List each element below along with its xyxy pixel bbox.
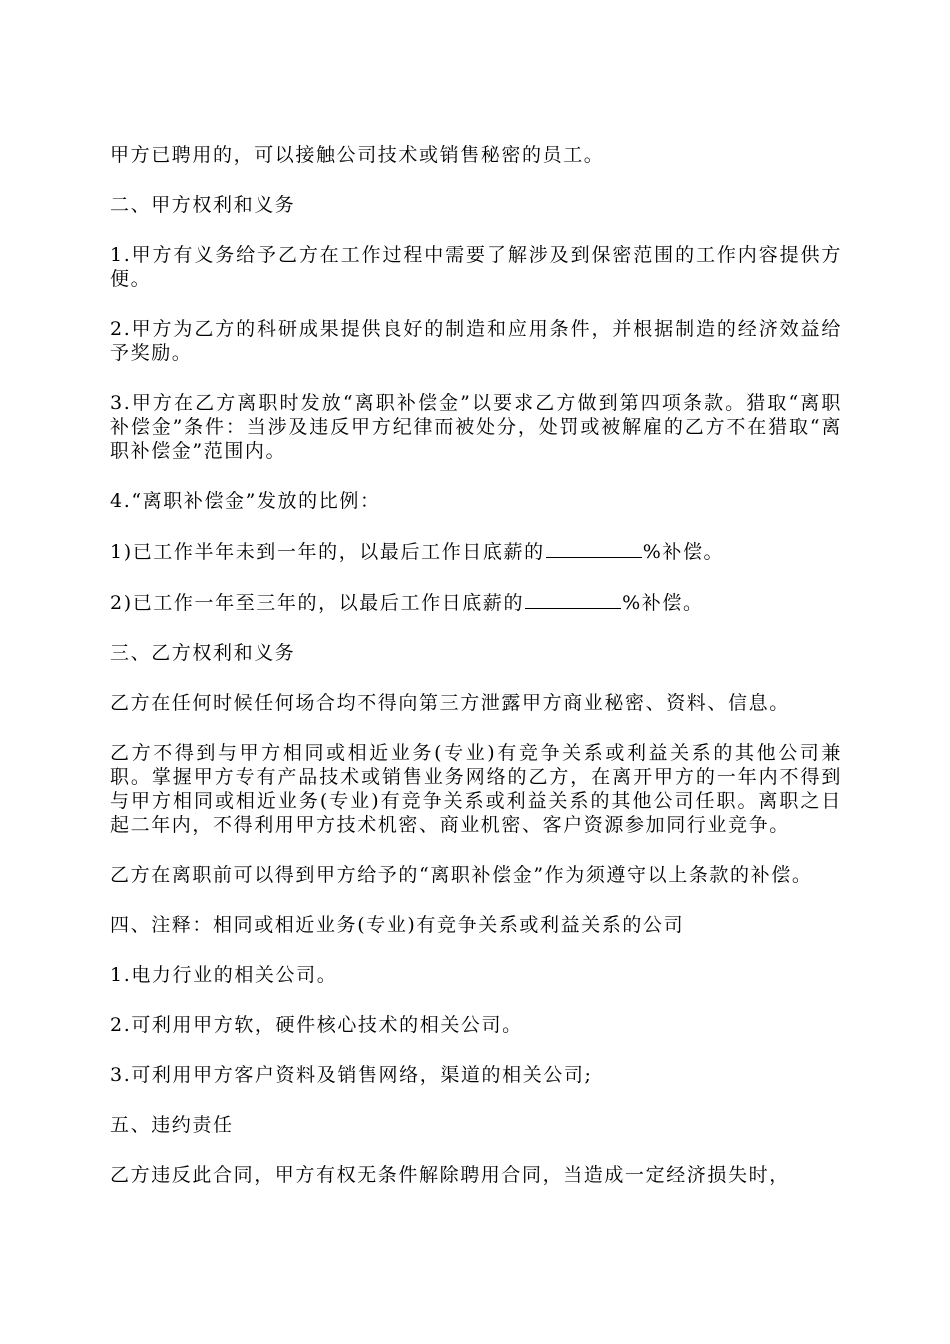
paragraph-compensation-ratio: 4.“离职补偿金”发放的比例：: [110, 490, 381, 512]
note-item-1: 1.电力行业的相关公司。: [110, 964, 338, 986]
paragraph-non-compete: 乙方不得到与甲方相同或相近业务(专业)有竞争关系或利益关系的其他公司兼职。掌握甲方专有产品技术或销售业务网络的乙方，在离开甲方的一年内不得到与甲方相同或相近业务(专业)有竞争关系或利益关系的其他公司任职。离职之日起二年内，不得利用甲方技术机密、商业机密、客户资源参加同行业竞争。: [110, 742, 842, 836]
section-heading-liability: 五、违约责任: [110, 1114, 234, 1136]
document-page: [110, 143, 842, 1213]
paragraph-ratio-one-to-three-years: [110, 590, 842, 615]
fill-blank-line: [546, 539, 642, 558]
ratio-one-to-three-text: 2)已工作一年至三年的，以最后工作日底薪的: [110, 592, 525, 614]
paragraph-confidentiality: 乙方在任何时候任何场合均不得向第三方泄露甲方商业秘密、资料、信息。: [110, 692, 790, 714]
section-heading-notes: 四、注释：相同或相近业务(专业)有竞争关系或利益关系的公司: [110, 914, 685, 936]
note-item-3: 3.可利用甲方客户资料及销售网络，渠道的相关公司;: [110, 1064, 593, 1086]
ratio-half-year-text: 1)已工作半年未到一年的，以最后工作日底薪的: [110, 541, 545, 563]
fill-blank-line: [525, 590, 621, 609]
section-heading-party-b-rights: 三、乙方权利和义务: [110, 642, 296, 664]
paragraph-party-a-duty-3: 3.甲方在乙方离职时发放“离职补偿金”以要求乙方做到第四项条款。猎取“离职补偿金”条件：当涉及违反甲方纪律而被处分，处罚或被解雇的乙方不在猎取“离职补偿金”范围内。: [110, 392, 842, 462]
paragraph-party-a-duty-2: 2.甲方为乙方的科研成果提供良好的制造和应用条件，并根据制造的经济效益给予奖励。: [110, 318, 842, 364]
paragraph-party-a-duty-1: 1.甲方有义务给予乙方在工作过程中需要了解涉及到保密范围的工作内容提供方便。: [110, 244, 842, 290]
paragraph-compensation-purpose: 乙方在离职前可以得到甲方给予的“离职补偿金”作为须遵守以上条款的补偿。: [110, 864, 813, 886]
ratio-half-year-suffix: %补偿。: [642, 541, 725, 563]
paragraph-liability: 乙方违反此合同，甲方有权无条件解除聘用合同，当造成一定经济损失时，: [110, 1164, 790, 1186]
note-item-2: 2.可利用甲方软，硬件核心技术的相关公司。: [110, 1014, 523, 1036]
paragraph-ratio-half-year: [110, 539, 842, 564]
ratio-one-to-three-suffix: %补偿。: [622, 592, 704, 614]
section-heading-party-a-rights: 二、甲方权利和义务: [110, 194, 296, 216]
paragraph-employee-scope: 甲方已聘用的，可以接触公司技术或销售秘密的员工。: [110, 144, 605, 166]
